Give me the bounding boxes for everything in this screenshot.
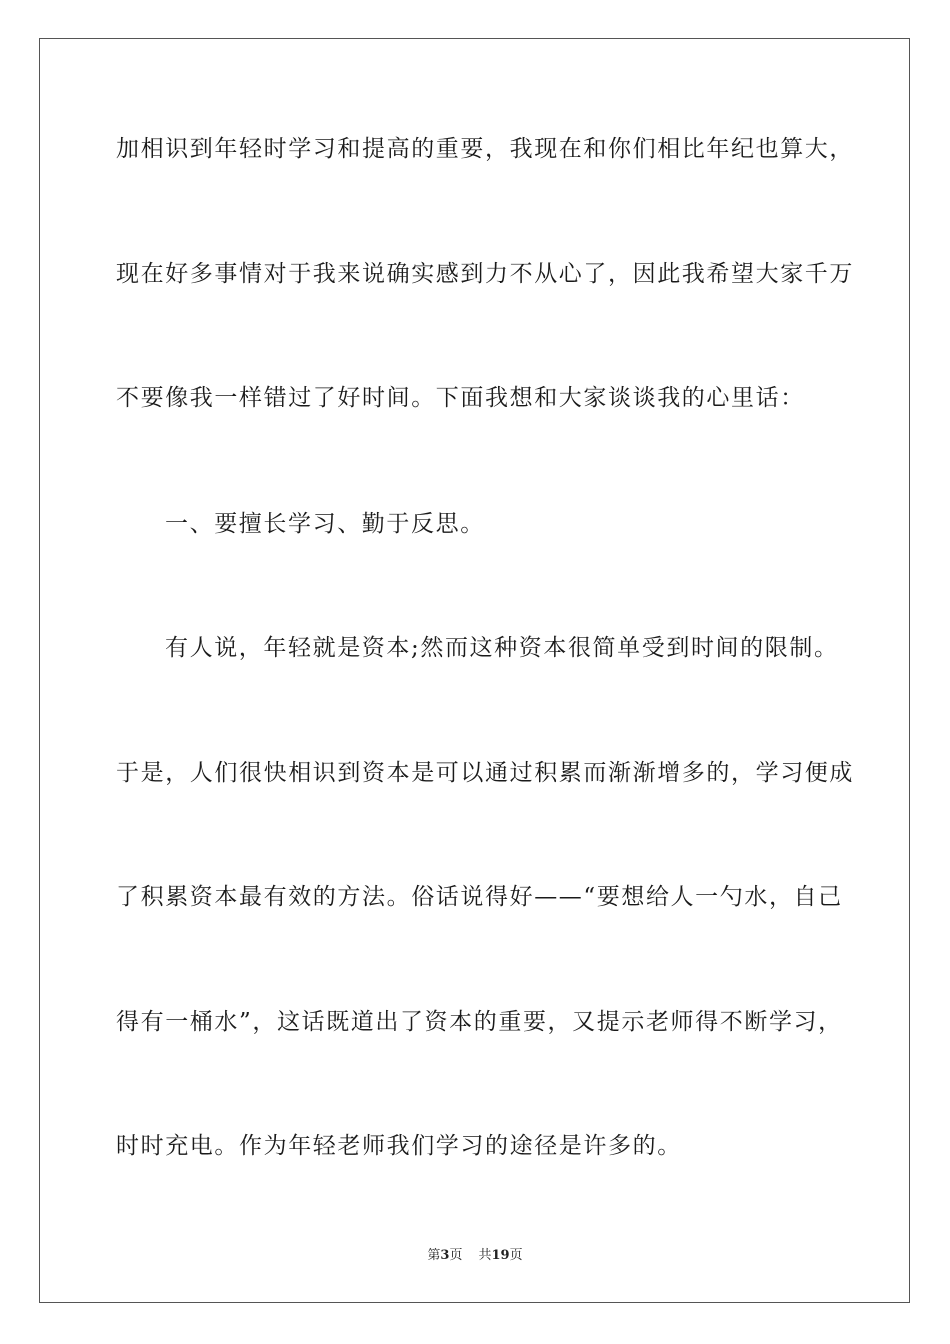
body-line-2: 现在好多事情对于我来说确实感到力不从心了，因此我希望大家千万	[116, 261, 854, 287]
total-prefix: 共	[478, 1248, 492, 1263]
total-pages: 19	[491, 1248, 510, 1263]
body-line-5: 有人说，年轻就是资本;然而这种资本很简单受到时间的限制。	[165, 635, 839, 661]
body-line-3: 不要像我一样错过了好时间。下面我想和大家谈谈我的心里话：	[116, 385, 805, 411]
page-prefix: 第	[427, 1248, 441, 1263]
body-line-8: 得有一桶水”，这话既道出了资本的重要，又提示老师得不断学习，	[116, 1009, 843, 1035]
body-line-7: 了积累资本最有效的方法。俗话说得好——“要想给人一勺水，自己	[116, 884, 843, 910]
page-number: 3	[440, 1248, 450, 1263]
page-border	[39, 38, 910, 1303]
body-line-9: 时时充电。作为年轻老师我们学习的途径是许多的。	[116, 1133, 682, 1159]
page-footer	[0, 1247, 950, 1265]
body-line-6: 于是，人们很快相识到资本是可以通过积累而渐渐增多的，学习便成	[116, 760, 854, 786]
body-line-1: 加相识到年轻时学习和提高的重要，我现在和你们相比年纪也算大，	[116, 136, 854, 162]
total-suffix: 页	[509, 1248, 523, 1263]
page-suffix: 页	[449, 1248, 463, 1263]
section-heading: 一、要擅长学习、勤于反思。	[165, 511, 485, 537]
